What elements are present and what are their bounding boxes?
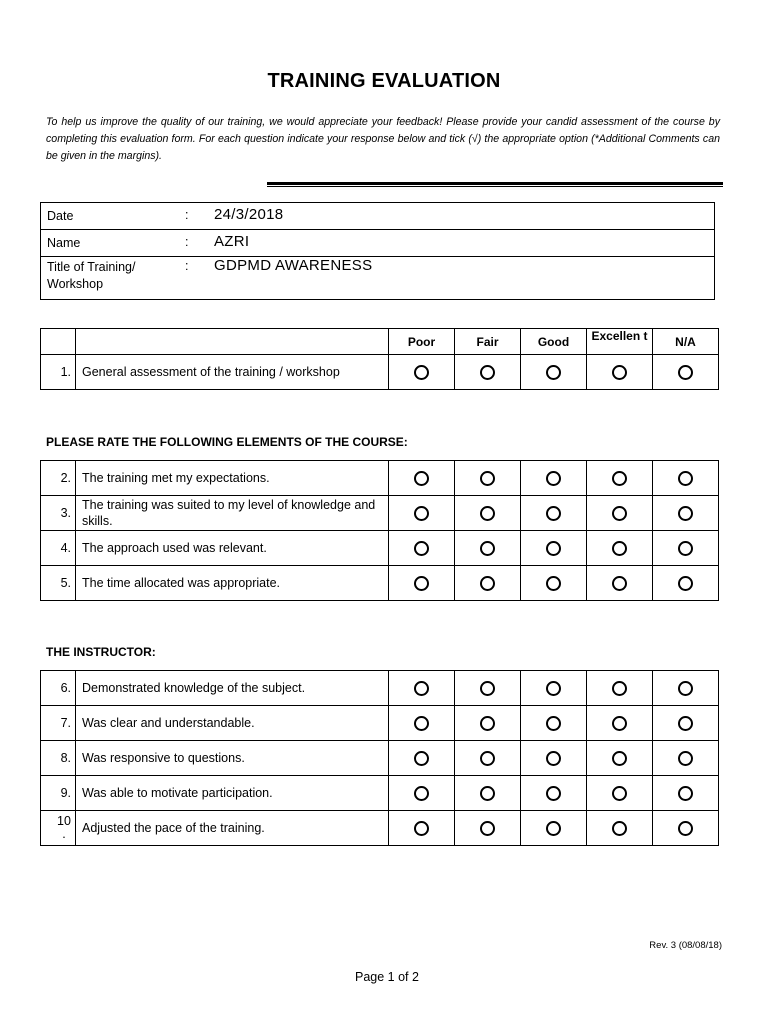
radio-excellent[interactable]: [612, 365, 627, 380]
item-number: 1.: [41, 355, 76, 390]
radio-fair[interactable]: [480, 471, 495, 486]
divider-thin: [267, 186, 723, 187]
item-question: Demonstrated knowledge of the subject.: [76, 671, 389, 706]
intro-text: To help us improve the quality of our training, we would appreciate your feedback! Please provide your candid assessment of the course by completing this evaluation form. For each question indicate your response below and tick (√) the appropriate option (*Additional Comments can be given in the margins).: [46, 116, 720, 162]
radio-fair[interactable]: [480, 541, 495, 556]
radio-excellent[interactable]: [612, 751, 627, 766]
item-number-text: 10 .: [57, 814, 71, 841]
radio-na[interactable]: [678, 541, 693, 556]
radio-excellent[interactable]: [612, 716, 627, 731]
item-number: 8.: [41, 741, 76, 776]
radio-excellent[interactable]: [612, 681, 627, 696]
table-row: [41, 566, 719, 601]
item-question: Adjusted the pace of the training.: [76, 811, 389, 846]
item-number: 3.: [41, 496, 76, 531]
radio-fair[interactable]: [480, 365, 495, 380]
radio-good[interactable]: [546, 365, 561, 380]
table-row: [41, 776, 719, 811]
radio-na[interactable]: [678, 751, 693, 766]
item-question: The training met my expectations.: [76, 461, 389, 496]
radio-poor[interactable]: [414, 751, 429, 766]
header-excellent: [587, 329, 653, 355]
radio-fair[interactable]: [480, 786, 495, 801]
revision-label: Rev. 3 (08/08/18): [649, 940, 722, 951]
training-title-label-line2: Workshop: [47, 277, 104, 291]
name-row: [41, 230, 714, 257]
radio-excellent[interactable]: [612, 541, 627, 556]
item-question: General assessment of the training / workshop: [76, 355, 389, 390]
table-row: [41, 355, 719, 390]
radio-good[interactable]: [546, 821, 561, 836]
radio-fair[interactable]: [480, 751, 495, 766]
info-box: [40, 202, 715, 300]
date-label: Date: [47, 209, 74, 223]
item-number: 7.: [41, 706, 76, 741]
header-blank: [76, 329, 389, 355]
radio-excellent[interactable]: [612, 471, 627, 486]
header-excellent-text: Excellen t: [591, 329, 648, 343]
item-number: [41, 811, 76, 846]
table-row: [41, 461, 719, 496]
radio-poor[interactable]: [414, 821, 429, 836]
item-question: The time allocated was appropriate.: [76, 566, 389, 601]
item-question: The approach used was relevant.: [76, 531, 389, 566]
radio-poor[interactable]: [414, 716, 429, 731]
header-na: N/A: [653, 329, 719, 355]
header-fair: Fair: [455, 329, 521, 355]
radio-excellent[interactable]: [612, 786, 627, 801]
course-table: [40, 460, 719, 601]
training-title-value[interactable]: GDPMD AWARENESS: [214, 257, 373, 274]
radio-poor[interactable]: [414, 506, 429, 521]
radio-good[interactable]: [546, 751, 561, 766]
training-title-colon: :: [185, 259, 189, 273]
radio-na[interactable]: [678, 365, 693, 380]
item-number: 5.: [41, 566, 76, 601]
radio-na[interactable]: [678, 681, 693, 696]
radio-good[interactable]: [546, 576, 561, 591]
form-title: TRAINING EVALUATION: [267, 70, 501, 92]
table-row: [41, 741, 719, 776]
radio-fair[interactable]: [480, 716, 495, 731]
radio-poor[interactable]: [414, 681, 429, 696]
radio-na[interactable]: [678, 716, 693, 731]
item-question: Was clear and understandable.: [76, 706, 389, 741]
radio-fair[interactable]: [480, 506, 495, 521]
radio-poor[interactable]: [414, 786, 429, 801]
header-blank: [41, 329, 76, 355]
item-number: 2.: [41, 461, 76, 496]
header-poor: Poor: [389, 329, 455, 355]
radio-excellent[interactable]: [612, 576, 627, 591]
table-row: [41, 706, 719, 741]
radio-excellent[interactable]: [612, 506, 627, 521]
radio-good[interactable]: [546, 786, 561, 801]
radio-poor[interactable]: [414, 365, 429, 380]
general-table: [40, 328, 719, 390]
header-good: Good: [521, 329, 587, 355]
radio-good[interactable]: [546, 681, 561, 696]
radio-poor[interactable]: [414, 471, 429, 486]
page-number: Page 1 of 2: [355, 970, 419, 984]
table-row: [41, 531, 719, 566]
radio-fair[interactable]: [480, 681, 495, 696]
item-question: Was able to motivate participation.: [76, 776, 389, 811]
radio-na[interactable]: [678, 786, 693, 801]
table-row: [41, 496, 719, 531]
item-number: 4.: [41, 531, 76, 566]
name-label: Name: [47, 236, 81, 250]
radio-good[interactable]: [546, 541, 561, 556]
rating-header-row: [41, 329, 719, 355]
radio-good[interactable]: [546, 471, 561, 486]
training-title-label: [47, 259, 135, 293]
name-colon: :: [185, 235, 189, 249]
table-row: [41, 671, 719, 706]
training-title-row: [41, 257, 714, 299]
radio-poor[interactable]: [414, 576, 429, 591]
item-question: Was responsive to questions.: [76, 741, 389, 776]
radio-good[interactable]: [546, 506, 561, 521]
radio-excellent[interactable]: [612, 821, 627, 836]
radio-fair[interactable]: [480, 576, 495, 591]
radio-good[interactable]: [546, 716, 561, 731]
date-colon: :: [185, 208, 189, 222]
radio-poor[interactable]: [414, 541, 429, 556]
name-value[interactable]: AZRI: [214, 233, 250, 250]
table-row: [41, 811, 719, 846]
item-number: 9.: [41, 776, 76, 811]
radio-fair[interactable]: [480, 821, 495, 836]
divider-thick: [267, 182, 723, 185]
radio-na[interactable]: [678, 506, 693, 521]
radio-na[interactable]: [678, 471, 693, 486]
date-row: [41, 203, 714, 230]
instructor-table: [40, 670, 719, 846]
item-question: The training was suited to my level of knowledge and skills.: [76, 496, 389, 531]
item-number: 6.: [41, 671, 76, 706]
section-course-heading: PLEASE RATE THE FOLLOWING ELEMENTS OF THE COURSE:: [46, 435, 408, 449]
radio-na[interactable]: [678, 576, 693, 591]
radio-na[interactable]: [678, 821, 693, 836]
date-value[interactable]: 24/3/2018: [214, 206, 284, 223]
section-instructor-heading: THE INSTRUCTOR:: [46, 645, 156, 659]
training-title-label-line1: Title of Training/: [47, 260, 136, 274]
